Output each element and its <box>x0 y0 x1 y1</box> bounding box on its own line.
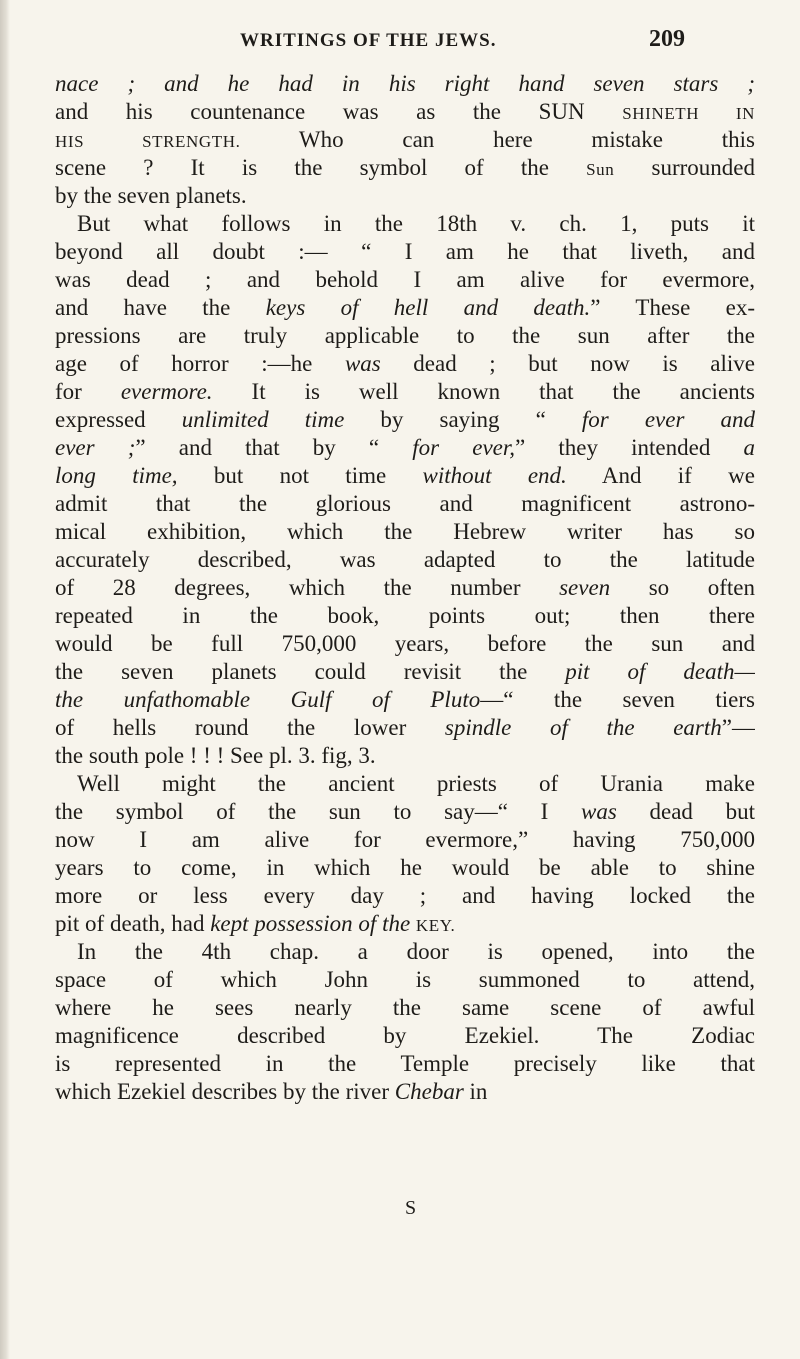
text-line <box>55 70 755 98</box>
text-run: and have the <box>55 295 266 320</box>
text-run: the symbol of the sun to say—“ I <box>55 799 581 824</box>
text-run: Well might the ancient priests of Urania make <box>77 771 755 796</box>
text-run: beyond all doubt :— “ I am he that liveth, and <box>55 239 755 264</box>
text-line <box>55 238 755 266</box>
text-run: unlimited time <box>181 407 345 432</box>
text-run: a <box>743 435 755 460</box>
text-run: the unfathomable Gulf of Pluto <box>55 687 481 712</box>
text-run: for ever, <box>412 435 516 460</box>
text-run: was dead ; and behold I am alive for evermore, <box>55 267 755 292</box>
text-run: spindle of the earth <box>444 715 722 740</box>
text-run: is represented in the Temple precisely like that <box>55 1051 755 1076</box>
text-line <box>55 714 755 742</box>
page-gutter-shadow <box>0 0 10 1359</box>
text-run: without end. <box>422 463 567 488</box>
text-run: so often <box>610 575 755 600</box>
text-line <box>55 350 755 378</box>
text-line <box>55 462 755 490</box>
text-run: now I am alive for evermore,” having 750,000 <box>55 827 755 852</box>
text-run: where he sees nearly the same scene of awful <box>55 995 755 1020</box>
text-run: pit of death— <box>565 659 755 684</box>
text-line <box>55 602 755 630</box>
text-run: the south pole ! ! ! See pl. 3. fig, 3. <box>55 743 376 768</box>
text-line <box>55 322 755 350</box>
text-run: was <box>344 351 381 376</box>
text-run: was <box>581 799 617 824</box>
text-run: SUN <box>538 99 585 124</box>
text-run: nace ; and he had in his right hand seven stars ; <box>55 71 755 96</box>
page-header <box>55 20 755 60</box>
text-run: evermore. <box>120 379 213 404</box>
text-line <box>55 1022 755 1050</box>
text-line <box>55 882 755 910</box>
text-run: scene ? It is the symbol of the <box>55 155 587 180</box>
text-run: Who can here mistake this <box>240 127 755 152</box>
text-line <box>55 994 755 1022</box>
text-run: but not time <box>177 463 423 488</box>
text-run: by saying “ <box>344 407 582 432</box>
text-run: which Ezekiel describes by the river <box>55 1079 395 1104</box>
text-run: keys of hell and death. <box>265 295 591 320</box>
text-line <box>55 1050 755 1078</box>
text-run: by the seven planets. <box>55 183 247 208</box>
text-run: pit of death, had <box>55 911 211 936</box>
text-run: of hells round the lower <box>55 715 445 740</box>
text-line <box>55 1078 755 1106</box>
text-line <box>55 966 755 994</box>
text-run: dead but <box>616 799 755 824</box>
page-number: 209 <box>649 26 685 52</box>
text-run: SHINETH IN <box>622 104 755 123</box>
running-head: WRITINGS OF THE JEWS. <box>240 30 497 51</box>
text-run: space of which John is summoned to attend, <box>55 967 755 992</box>
text-run: It is well known that the ancients <box>212 379 755 404</box>
text-run: of 28 degrees, which the number <box>55 575 560 600</box>
text-run: Chebar <box>394 1079 464 1104</box>
text-line <box>55 910 755 938</box>
text-line <box>55 126 755 154</box>
text-run: expressed <box>55 407 182 432</box>
text-run <box>585 99 623 124</box>
text-line <box>55 658 755 686</box>
text-line <box>55 434 755 462</box>
text-line <box>55 854 755 882</box>
text-run: —“ the seven tiers <box>480 687 755 712</box>
signature-mark: S <box>405 1197 417 1219</box>
text-run: But what follows in the 18th v. ch. 1, puts it <box>77 211 755 236</box>
text-run: long time, <box>55 463 178 488</box>
text-run: seven <box>559 575 611 600</box>
text-run: ” and that by “ <box>135 435 413 460</box>
text-run: repeated in the book, points out; then there <box>55 603 755 628</box>
text-run: age of horror :—he <box>55 351 345 376</box>
text-run: accurately described, was adapted to the latitude <box>55 547 755 572</box>
text-line <box>55 574 755 602</box>
text-line <box>55 98 755 126</box>
text-run: In the 4th chap. a door is opened, into the <box>77 939 755 964</box>
text-line <box>55 742 755 770</box>
text-run: and his countenance was as the <box>55 99 539 124</box>
text-run: ” These ex- <box>590 295 755 320</box>
text-run: kept possession of the <box>210 911 411 936</box>
text-line <box>55 938 755 966</box>
text-run: for ever and <box>581 407 755 432</box>
text-line <box>55 686 755 714</box>
text-line <box>55 798 755 826</box>
text-line <box>55 378 755 406</box>
text-run: magnificence described by Ezekiel. The Zodiac <box>55 1023 755 1048</box>
text-line <box>55 154 755 182</box>
text-run: Sun <box>586 160 615 179</box>
text-run: HIS STRENGTH. <box>55 132 241 151</box>
text-run: ” they intended <box>515 435 744 460</box>
text-run: KEY. <box>415 916 456 935</box>
text-line <box>55 294 755 322</box>
text-run: ever ; <box>55 435 136 460</box>
text-run: years to come, in which he would be able to shine <box>55 855 755 880</box>
text-run: surrounded <box>614 155 755 180</box>
body-text <box>55 70 755 1106</box>
book-page <box>55 0 775 1359</box>
text-line <box>55 490 755 518</box>
text-run: the seven planets could revisit the <box>55 659 566 684</box>
text-line <box>55 210 755 238</box>
text-run: in <box>463 1079 488 1104</box>
text-line <box>55 266 755 294</box>
text-run: mical exhibition, which the Hebrew writer has so <box>55 519 755 544</box>
text-line <box>55 518 755 546</box>
text-run: pressions are truly applicable to the sun after the <box>55 323 755 348</box>
text-line <box>55 182 755 210</box>
text-run: ”— <box>721 715 755 740</box>
text-run: admit that the glorious and magnificent astrono- <box>55 491 755 516</box>
text-run: for <box>55 379 121 404</box>
text-run: more or less every day ; and having locked the <box>55 883 755 908</box>
text-run: would be full 750,000 years, before the sun and <box>55 631 755 656</box>
text-run: dead ; but now is alive <box>380 351 755 376</box>
text-run: And if we <box>566 463 755 488</box>
text-line <box>55 770 755 798</box>
text-line <box>55 546 755 574</box>
text-line <box>55 630 755 658</box>
text-line <box>55 826 755 854</box>
text-line <box>55 406 755 434</box>
